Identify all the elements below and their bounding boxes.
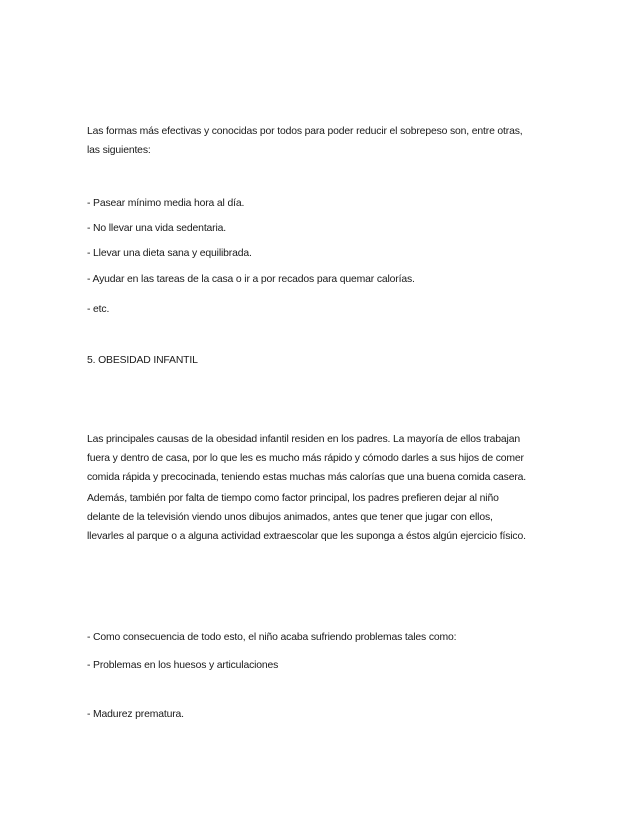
list-item: - Problemas en los huesos y articulaciones [87, 660, 279, 671]
intro-line: Las formas más efectivas y conocidas por todos para poder reducir el sobrepeso son, entre otras, [87, 126, 523, 137]
intro-paragraph [87, 122, 557, 160]
section-heading: 5. OBESIDAD INFANTIL [87, 355, 198, 366]
list-item: - Madurez prematura. [87, 709, 184, 720]
paragraph-line: delante de la televisión viendo unos dibujos animados, antes que tener que jugar con ellos, [87, 512, 493, 523]
paragraph-line: llevarles al parque o a alguna actividad extraescolar que les suponga a éstos algún ejercicio físico. [87, 531, 526, 542]
paragraph-time [87, 489, 557, 546]
paragraph-causes [87, 430, 557, 487]
paragraph-line: fuera y dentro de casa, por lo que les es mucho más rápido y cómodo darles a sus hijos de comer [87, 453, 524, 464]
paragraph-line: Las principales causas de la obesidad infantil residen en los padres. La mayoría de ellos trabajan [87, 434, 520, 445]
intro-line: las siguientes: [87, 145, 151, 156]
list-item: - No llevar una vida sedentaria. [87, 223, 227, 234]
list-item: - Llevar una dieta sana y equilibrada. [87, 248, 252, 259]
list-item: - Ayudar en las tareas de la casa o ir a por recados para quemar calorías. [87, 274, 415, 285]
list-item: - etc. [87, 304, 110, 315]
list-item: - Pasear mínimo media hora al día. [87, 198, 245, 209]
consequence-line: - Como consecuencia de todo esto, el niño acaba sufriendo problemas tales como: [87, 632, 457, 643]
paragraph-line: Además, también por falta de tiempo como factor principal, los padres prefieren dejar al niño [87, 493, 499, 504]
paragraph-line: comida rápida y precocinada, teniendo estas muchas más calorías que una buena comida casera. [87, 472, 527, 483]
